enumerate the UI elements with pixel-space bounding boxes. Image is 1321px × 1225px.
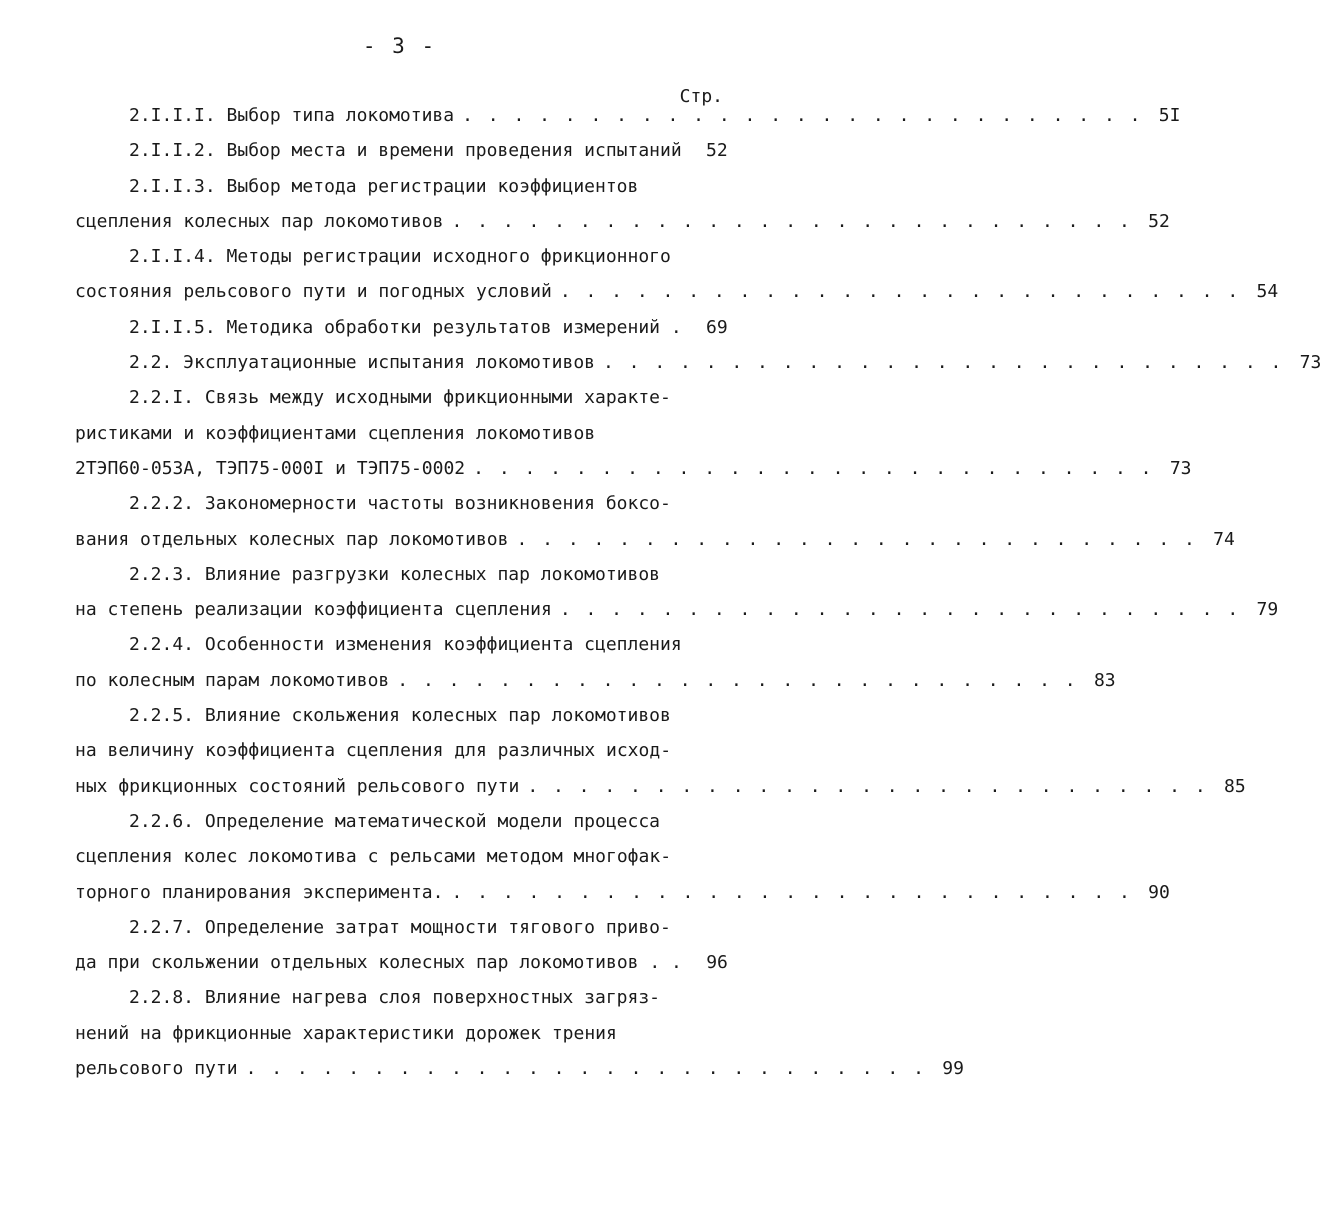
toc-entry-title-cont: на степень реализации коэффициента сцепления	[75, 599, 552, 621]
leader-dots: . . . . . . . . . . . . . . . . . . . . . . . . . . .	[451, 881, 1132, 903]
toc-entry	[75, 980, 964, 1086]
toc-line	[75, 486, 720, 521]
toc-page-number: 90	[1148, 881, 1170, 903]
toc-line	[75, 451, 1192, 486]
toc-page-number: 69	[706, 316, 728, 338]
toc-line	[75, 733, 720, 768]
toc-page-number: 52	[1148, 210, 1170, 232]
toc-line	[75, 945, 728, 980]
toc-entry-title: 2.2.2. Закономерности частоты возникновения боксо-	[129, 493, 671, 515]
toc-page-number: 54	[1256, 281, 1279, 303]
toc-entry-title-cont: состояния рельсового пути и погодных условий	[75, 281, 552, 303]
leader-dots: . . . . . . . . . . . . . . . . . . . . . . . . . . .	[527, 775, 1208, 797]
toc-page-number: 73	[1299, 352, 1321, 374]
toc-entry	[75, 557, 1279, 628]
toc-line	[75, 875, 1170, 910]
toc-entry-title-cont: сцепления колесных пар локомотивов	[75, 210, 444, 232]
toc-line	[75, 204, 1170, 239]
toc-line	[75, 627, 720, 662]
toc-entry-title-cont: по колесным парам локомотивов	[75, 669, 390, 691]
toc-line	[75, 1016, 720, 1051]
toc-line	[75, 345, 1321, 380]
toc-entry-title-cont: 2ТЭП60-053А, ТЭП75-000I и ТЭП75-0002	[75, 457, 466, 479]
toc-page-number: 99	[942, 1058, 964, 1080]
toc-entry-title: 2.2.7. Определение затрат мощности тягового приво-	[129, 916, 671, 938]
toc-page-number: 85	[1224, 775, 1246, 797]
leader-dots: . . . . . . . . . . . . . . . . . . . . . . . . . . .	[516, 528, 1197, 550]
table-of-contents	[75, 98, 1321, 1086]
toc-entry-title: 2.2.3. Влияние разгрузки колесных пар локомотивов	[129, 563, 661, 585]
toc-entry-title-cont: да при скольжении отдельных колесных пар локомотивов . .	[75, 952, 682, 974]
leader-dots: . . . . . . . . . . . . . . . . . . . . . . . . . . .	[559, 281, 1241, 303]
toc-line	[75, 133, 728, 168]
toc-line	[75, 769, 1246, 804]
toc-entry-title: 2.I.I.I. Выбор типа локомотива	[129, 105, 455, 126]
toc-entry-title-cont: торного планирования эксперимента.	[75, 881, 444, 903]
toc-line	[75, 698, 720, 733]
toc-entry	[75, 169, 1170, 240]
toc-entry	[75, 804, 1170, 910]
toc-line	[75, 274, 1279, 309]
toc-entry	[75, 627, 1116, 698]
toc-entry-title: 2.2.4. Особенности изменения коэффициента сцепления	[129, 634, 682, 656]
toc-entry	[75, 698, 1246, 804]
toc-entry-title: 2.I.I.4. Методы регистрации исходного фрикционного	[129, 246, 671, 268]
toc-line	[75, 310, 728, 345]
leader-dots: . . . . . . . . . . . . . . . . . . . . . . . . . . .	[473, 457, 1154, 479]
leader-dots: . . . . . . . . . . . . . . . . . . . . . . . . . . .	[397, 669, 1078, 691]
toc-entry-title: 2.I.I.5. Методика обработки результатов измерений .	[129, 316, 682, 338]
toc-page-number: 74	[1213, 528, 1235, 550]
toc-entry-title-cont: вания отдельных колесных пар локомотивов	[75, 528, 509, 550]
toc-page-number: 52	[706, 140, 728, 162]
toc-line	[75, 416, 720, 451]
toc-line	[75, 592, 1279, 627]
toc-entry-title-cont: на величину коэффициента сцепления для различных исход-	[75, 740, 672, 762]
toc-page-number: 5I	[1158, 105, 1181, 126]
leader-dots: . . . . . . . . . . . . . . . . . . . . . . . . . . .	[245, 1058, 926, 1080]
toc-line	[75, 839, 720, 874]
toc-line	[75, 169, 720, 204]
leader-dots: . . . . . . . . . . . . . . . . . . . . . . . . . . .	[451, 210, 1132, 232]
toc-entry-title: 2.2.5. Влияние скольжения колесных пар локомотивов	[129, 705, 671, 727]
toc-line	[75, 522, 1235, 557]
leader-dots: . . . . . . . . . . . . . . . . . . . . . . . . . . .	[559, 599, 1241, 621]
toc-line	[75, 380, 720, 415]
toc-entry-title: 2.I.I.3. Выбор метода регистрации коэффициентов	[129, 175, 639, 197]
toc-entry	[75, 310, 728, 345]
toc-page-number: 79	[1256, 599, 1279, 621]
toc-line	[75, 910, 720, 945]
toc-line	[75, 980, 720, 1015]
toc-entry	[75, 133, 728, 168]
toc-line	[75, 804, 720, 839]
page-number: - 3 -	[362, 34, 437, 58]
toc-entry-title-cont: ристиками и коэффициентами сцепления локомотивов	[75, 422, 596, 444]
leader-dots: . . . . . . . . . . . . . . . . . . . . . . . . . . .	[603, 352, 1284, 374]
toc-entry-title-cont: ных фрикционных состояний рельсового пути	[75, 775, 520, 797]
page-column-label: Стр.	[679, 86, 723, 107]
toc-entry-title-cont: сцепления колес локомотива с рельсами методом многофак-	[75, 846, 672, 868]
toc-page-number: 73	[1169, 457, 1192, 479]
toc-entry	[75, 910, 728, 981]
toc-entry-title: 2.2.6. Определение математической модели процесса	[129, 810, 661, 832]
toc-entry-title: 2.I.I.2. Выбор места и времени проведения испытаний	[129, 140, 682, 162]
toc-page-number: 96	[706, 952, 728, 974]
toc-entry-title: 2.2. Эксплуатационные испытания локомотивов	[129, 352, 595, 374]
toc-entry	[75, 486, 1235, 557]
toc-entry	[75, 239, 1279, 310]
toc-entry	[75, 345, 1321, 380]
toc-entry	[75, 380, 1192, 486]
toc-entry-title-cont: нений на фрикционные характеристики дорожек трения	[75, 1022, 617, 1044]
toc-entry-title: 2.2.I. Связь между исходными фрикционными характе-	[129, 387, 671, 409]
toc-line	[75, 239, 720, 274]
toc-entry-title: 2.2.8. Влияние нагрева слоя поверхностных загряз-	[129, 987, 661, 1009]
leader-dots: . . . . . . . . . . . . . . . . . . . . . . . . . . .	[462, 105, 1143, 126]
toc-line	[75, 1051, 964, 1086]
toc-page-number: 83	[1093, 669, 1116, 691]
toc-entry	[75, 98, 1181, 133]
toc-line	[75, 557, 720, 592]
toc-line	[75, 663, 1116, 698]
toc-line	[75, 98, 1181, 133]
toc-entry-title-cont: рельсового пути	[75, 1058, 238, 1080]
